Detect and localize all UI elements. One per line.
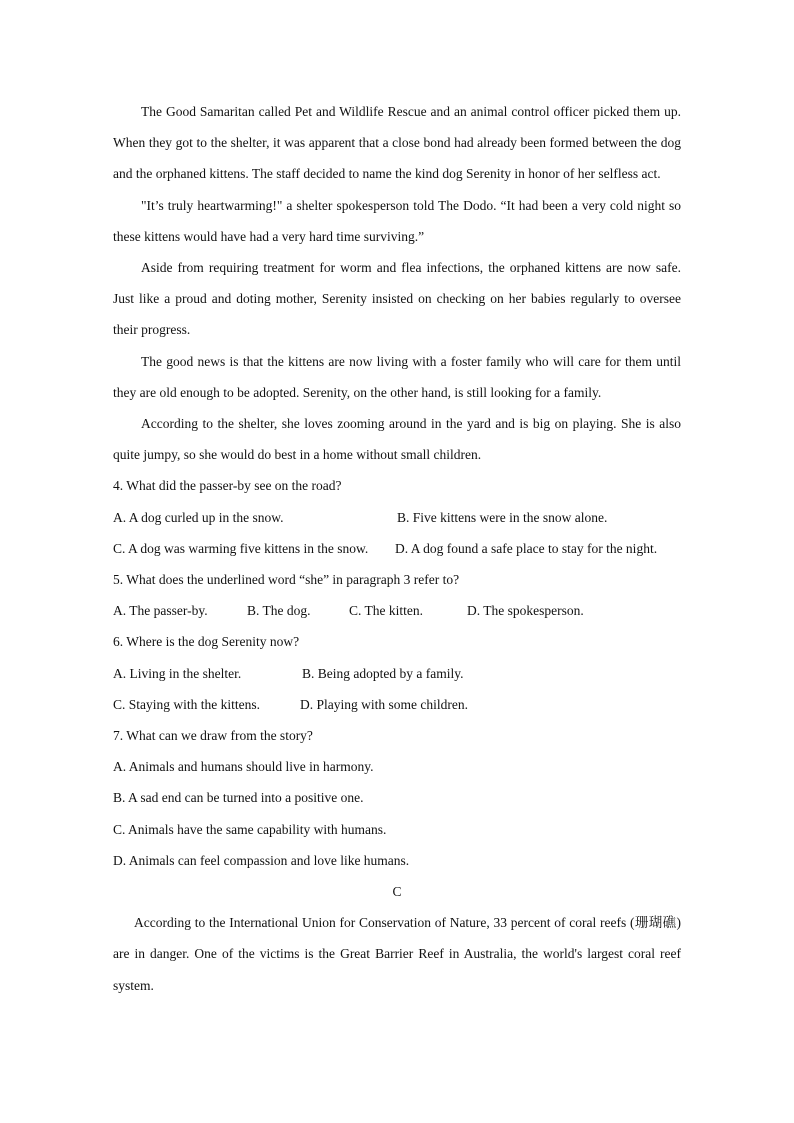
question-4-option-c: C. A dog was warming five kittens in the snow. bbox=[113, 540, 369, 556]
paragraph-3: Aside from requiring treatment for worm and flea infections, the orphaned kittens are now safe. Just like a proud and doting mother, Serenity insisted on checking on her babies regularly to oversee their progress. bbox=[113, 260, 681, 338]
question-7-stem: 7. What can we draw from the story? bbox=[113, 727, 313, 743]
question-6-option-a: A. Living in the shelter. bbox=[113, 665, 242, 681]
question-6-stem: 6. Where is the dog Serenity now? bbox=[113, 634, 300, 650]
question-6-option-b: B. Being adopted by a family. bbox=[302, 665, 464, 681]
section-c-heading: C bbox=[392, 884, 402, 899]
question-4-option-a: A. A dog curled up in the snow. bbox=[113, 509, 284, 525]
question-5-option-d: D. The spokesperson. bbox=[467, 603, 584, 619]
question-5-option-a: A. The passer-by. bbox=[113, 603, 208, 619]
question-5-stem: 5. What does the underlined word “she” in paragraph 3 refer to? bbox=[113, 572, 460, 588]
section-c-paragraph-1: According to the International Union for Conservation of Nature, 33 percent of coral reefs (珊瑚礁) are in danger. One of the victims is the Great Barrier Reef in Australia, the world's largest coral reef system. bbox=[113, 915, 681, 993]
paragraph-4: The good news is that the kittens are now living with a foster family who will care for them until they are old enough to be adopted. Serenity, on the other hand, is still looking for a family. bbox=[113, 353, 681, 400]
paragraph-2: "It’s truly heartwarming!" a shelter spokesperson told The Dodo. “It had been a very cold night so these kittens would have had a very hard time surviving.” bbox=[113, 197, 681, 244]
question-7-option-a: A. Animals and humans should live in harmony. bbox=[113, 759, 374, 775]
question-7-option-d: D. Animals can feel compassion and love like humans. bbox=[113, 852, 410, 868]
paragraph-5: According to the shelter, she loves zooming around in the yard and is big on playing. She is also quite jumpy, so she would do best in a home without small children. bbox=[113, 416, 681, 463]
question-7-option-b: B. A sad end can be turned into a positive one. bbox=[113, 790, 364, 806]
question-4-options-row-1 bbox=[113, 502, 681, 533]
question-7-option-c: C. Animals have the same capability with humans. bbox=[113, 821, 387, 837]
question-6-option-c: C. Staying with the kittens. bbox=[113, 696, 260, 712]
question-5-options-row bbox=[113, 595, 681, 626]
question-6-options-row-1 bbox=[113, 658, 681, 689]
question-4-options-row-2 bbox=[113, 533, 681, 564]
question-6-option-d: D. Playing with some children. bbox=[300, 696, 468, 712]
question-6-options-row-2 bbox=[113, 689, 681, 720]
question-4-stem: 4. What did the passer-by see on the road? bbox=[113, 478, 342, 494]
question-5-option-c: C. The kitten. bbox=[349, 603, 423, 619]
paragraph-1: The Good Samaritan called Pet and Wildlife Rescue and an animal control officer picked them up. When they got to the shelter, it was apparent that a close bond had already been formed between the dog and the orphaned kittens. The staff decided to name the kind dog Serenity in honor of her selfless act. bbox=[113, 104, 681, 182]
question-4-option-d: D. A dog found a safe place to stay for the night. bbox=[395, 540, 658, 556]
question-5-option-b: B. The dog. bbox=[247, 603, 311, 619]
passage-b-continued bbox=[113, 96, 681, 1001]
question-4-option-b: B. Five kittens were in the snow alone. bbox=[397, 509, 608, 525]
